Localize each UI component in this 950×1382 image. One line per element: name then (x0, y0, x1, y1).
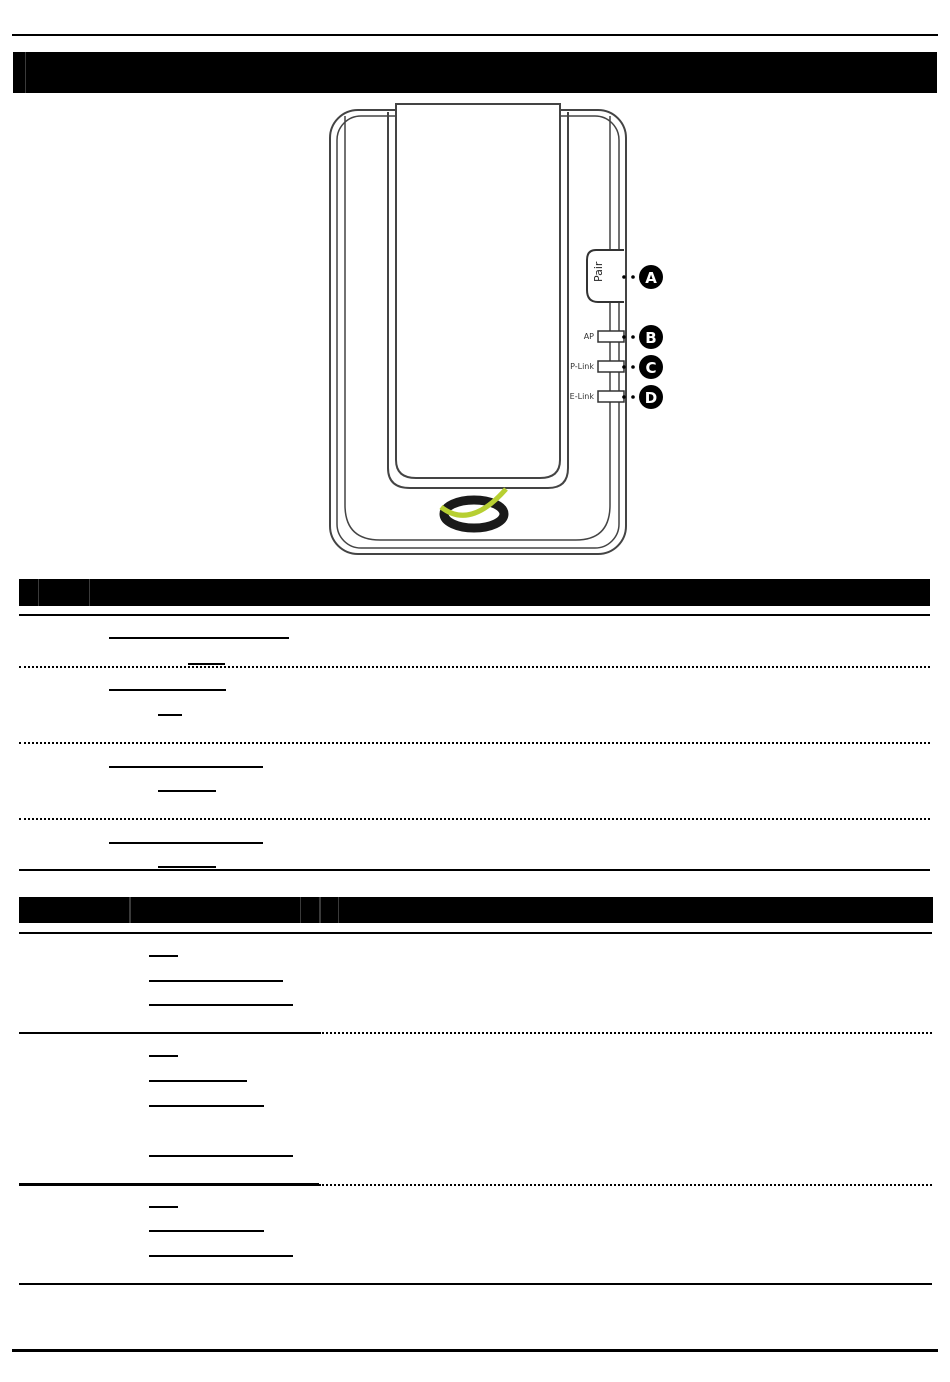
svg-text:D: D (644, 389, 658, 407)
callout-d-marker (639, 385, 663, 409)
led-status-table-header (19, 897, 933, 923)
led-e-link (598, 391, 624, 402)
callout-b-marker (639, 325, 663, 349)
device-front-diagram (320, 100, 680, 562)
svg-text:B: B (645, 329, 657, 347)
callout-table-header (19, 579, 930, 606)
led-e-link-label: E-Link (569, 392, 594, 401)
led-ap-label: AP (583, 332, 594, 341)
svg-text:C: C (645, 359, 657, 377)
page-bottom-rule (12, 1349, 938, 1352)
svg-text:A: A (645, 269, 657, 287)
led-ap (598, 331, 624, 342)
page-top-rule (12, 34, 938, 36)
pair-button-label: Pair (592, 261, 605, 282)
callout-c-marker (639, 355, 663, 379)
led-p-link-label: P-Link (570, 362, 594, 371)
section-header-bar (13, 52, 937, 93)
section-header-edge (25, 52, 26, 93)
pair-button (587, 250, 624, 302)
callout-a-marker (639, 265, 663, 289)
led-p-link (598, 361, 624, 372)
